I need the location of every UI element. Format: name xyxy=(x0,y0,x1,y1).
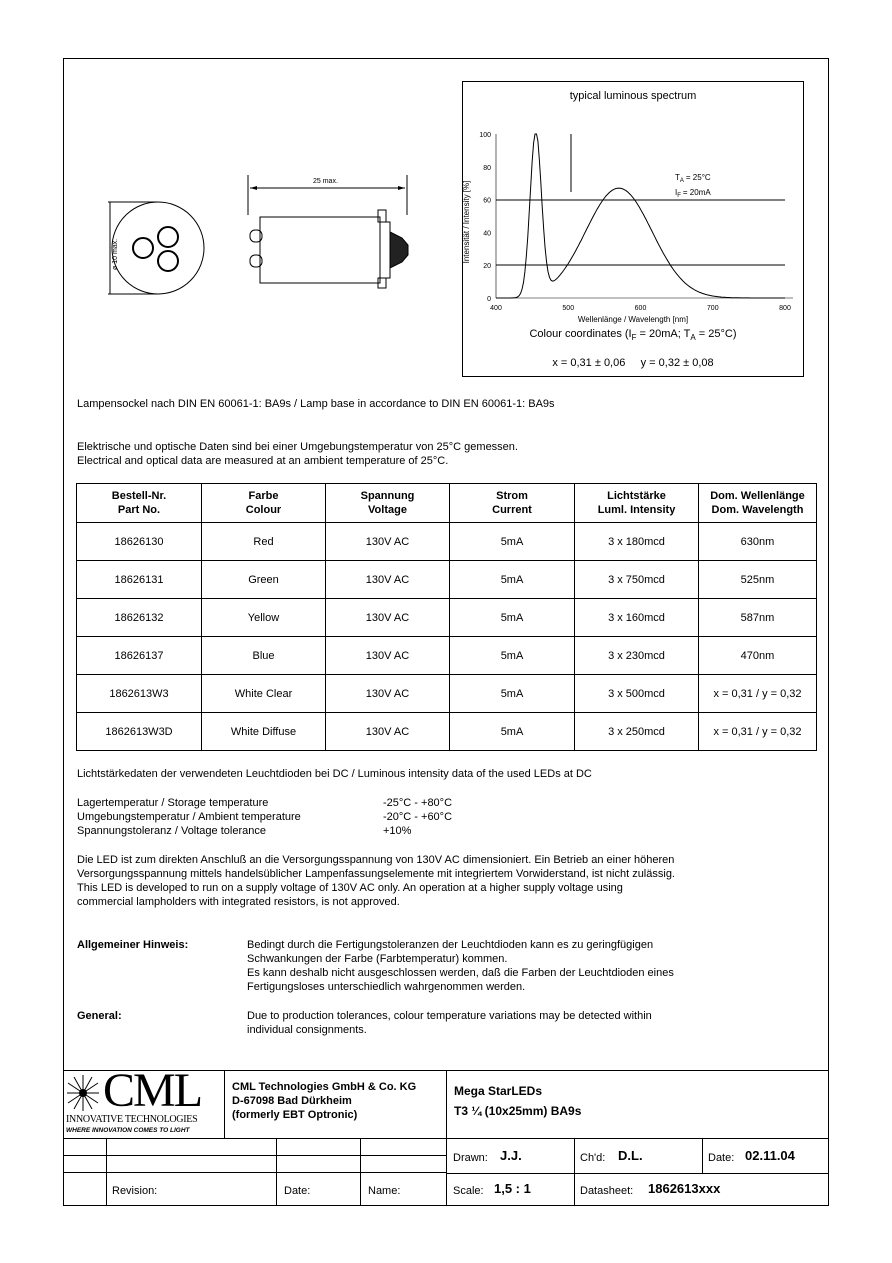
ambient-note-en: Electrical and optical data are measured at an ambient temperature of 25°C. xyxy=(77,455,449,467)
scale-value: 1,5 : 1 xyxy=(494,1181,531,1196)
cell: Yellow xyxy=(202,599,326,637)
x-tick-label: 400 xyxy=(490,305,502,312)
checked-label: Ch'd: xyxy=(580,1152,606,1164)
cell: x = 0,31 / y = 0,32 xyxy=(699,713,817,751)
cell: 130V AC xyxy=(326,675,450,713)
cell: White Diffuse xyxy=(202,713,326,751)
cell: Blue xyxy=(202,637,326,675)
table-row xyxy=(77,561,817,599)
cell: 5mA xyxy=(450,713,575,751)
spec-value: +10% xyxy=(383,825,412,837)
datasheet-label: Datasheet: xyxy=(580,1185,634,1197)
general-de-line: Schwankungen der Farbe (Farbtemperatur) kommen. xyxy=(247,953,508,965)
logo-text: CML xyxy=(103,1064,202,1117)
cell: 3 x 180mcd xyxy=(575,523,699,561)
general-de-label: Allgemeiner Hinweis: xyxy=(77,939,189,951)
company-line: (formerly EBT Optronic) xyxy=(232,1109,358,1121)
cell: 130V AC xyxy=(326,523,450,561)
cell: 5mA xyxy=(450,523,575,561)
cell: 130V AC xyxy=(326,637,450,675)
date-label: Date: xyxy=(708,1152,735,1164)
colour-coordinates-values: x = 0,31 ± 0,06 y = 0,32 ± 0,08 xyxy=(552,357,714,369)
cell: 130V AC xyxy=(326,599,450,637)
drawn-value: J.J. xyxy=(500,1148,522,1163)
cell: 630nm xyxy=(699,523,817,561)
led-2 xyxy=(158,227,178,247)
rev-date-label: Date: xyxy=(284,1185,311,1197)
product-table xyxy=(76,483,817,751)
cell: 130V AC xyxy=(326,713,450,751)
header-wavelength: Dom. Wellenlänge Dom. Wavelength xyxy=(699,484,817,523)
product-line: T3 ¼ (10x25mm) BA9s xyxy=(454,1104,582,1118)
y-tick-label: 40 xyxy=(483,230,491,238)
company-line: CML Technologies GmbH & Co. KG xyxy=(232,1081,417,1093)
spec-label: Umgebungstemperatur / Ambient temperature xyxy=(77,811,301,823)
cell: 470nm xyxy=(699,637,817,675)
spec-label: Spannungstoleranz / Voltage tolerance xyxy=(77,825,266,837)
spectrum-panel xyxy=(462,81,804,377)
checked-value: D.L. xyxy=(618,1148,643,1163)
cell: 5mA xyxy=(450,561,575,599)
table-row xyxy=(77,637,817,675)
cell: 5mA xyxy=(450,599,575,637)
cell: 5mA xyxy=(450,637,575,675)
if-annotation: $I_F = 20mA$ xyxy=(675,188,711,199)
cell: x = 0,31 / y = 0,32 xyxy=(699,675,817,713)
intensity-note: Lichtstärkedaten der verwendeten Leuchtdioden bei DC / Luminous intensity data of the used LEDs at DC xyxy=(77,768,592,780)
header-intensity: Lichtstärke Luml. Intensity xyxy=(575,484,699,523)
cell: 3 x 250mcd xyxy=(575,713,699,751)
logo-tagline: WHERE INNOVATION COMES TO LIGHT xyxy=(66,1127,190,1134)
x-tick-label: 500 xyxy=(562,305,575,312)
header-current: Strom Current xyxy=(450,484,575,523)
company-line: D-67098 Bad Dürkheim xyxy=(232,1095,352,1107)
lamp-base-note: Lampensockel nach DIN EN 60061-1: BA9s / Lamp base in accordance to DIN EN 60061-1: BA9s xyxy=(77,398,555,410)
general-de-line: Bedingt durch die Fertigungstoleranzen der Leuchtdioden kann es zu geringfügigen xyxy=(247,939,654,951)
header-voltage: Spannung Voltage xyxy=(326,484,450,523)
header-colour: Farbe Colour xyxy=(202,484,326,523)
product-line: Mega StarLEDs xyxy=(454,1084,543,1098)
y-tick-label: 0 xyxy=(487,296,491,303)
revision-label: Revision: xyxy=(112,1185,158,1197)
cell: 18626137 xyxy=(77,637,202,675)
header-part-no: Bestell-Nr. Part No. xyxy=(77,484,202,523)
table-row xyxy=(77,713,817,751)
general-de-line: Fertigungsloses unterschiedlich wahrgenommen werden. xyxy=(247,981,526,993)
supply-line: This LED is developed to run on a supply voltage of 130V AC only. An operation at a higher supply voltage using xyxy=(77,882,623,894)
cell: 130V AC xyxy=(326,561,450,599)
cell: 5mA xyxy=(450,675,575,713)
cell: Green xyxy=(202,561,326,599)
general-en-label: General: xyxy=(77,1010,122,1022)
cell: 3 x 500mcd xyxy=(575,675,699,713)
cell: 18626131 xyxy=(77,561,202,599)
cell: Red xyxy=(202,523,326,561)
table-header-row xyxy=(77,484,817,523)
date-value: 02.11.04 xyxy=(745,1148,795,1163)
y-tick-label: 80 xyxy=(483,164,491,172)
diameter-label: ø 10 max. xyxy=(112,238,119,270)
cell: 1862613W3D xyxy=(77,713,202,751)
lamp-drawing xyxy=(100,170,430,300)
spec-label: Lagertemperatur / Storage temperature xyxy=(77,797,269,809)
supply-line: Versorgungsspannung mittels handelsüblicher Lampenfassungselemente mit integriertem Vorwiderstand, ist nicht zulässig. xyxy=(77,868,675,880)
ambient-note-de: Elektrische und optische Daten sind bei einer Umgebungstemperatur von 25°C gemessen. xyxy=(77,441,518,453)
supply-line: Die LED ist zum direkten Anschluß an die Versorgungsspannung von 130V AC dimensioniert. Ein Betrieb an einer höheren xyxy=(77,854,675,866)
supply-line: commercial lampholders with integrated resistors, is not approved. xyxy=(77,896,400,908)
lamp-front-outline xyxy=(112,202,204,294)
spec-value: -20°C - +60°C xyxy=(383,811,453,823)
cell: White Clear xyxy=(202,675,326,713)
cell: 3 x 230mcd xyxy=(575,637,699,675)
ta-annotation: $T_A = 25^\circ C$ xyxy=(675,173,711,184)
led-3 xyxy=(158,251,178,271)
colour-coordinates-title: Colour coordinates ($I_F = 20mA$; $T_A = 25^\circ C$) xyxy=(529,328,737,343)
drawn-label: Drawn: xyxy=(453,1152,488,1164)
x-tick-label: 700 xyxy=(706,305,719,312)
cell: 18626130 xyxy=(77,523,202,561)
spectrum-title: typical luminous spectrum xyxy=(569,90,697,102)
x-tick-label: 800 xyxy=(779,305,791,312)
table-row xyxy=(77,523,817,561)
spec-value: -25°C - +80°C xyxy=(383,797,453,809)
spectrum-curve xyxy=(496,134,785,298)
general-en-line: individual consignments. xyxy=(247,1024,367,1036)
y-tick-label: 60 xyxy=(483,197,491,205)
cell: 1862613W3 xyxy=(77,675,202,713)
logo-sunburst-icon xyxy=(66,1074,100,1112)
general-de-line: Es kann deshalb nicht ausgeschlossen werden, daß die Farben der Leuchtdioden eines xyxy=(247,967,674,979)
x-axis-label: Wellenlänge / Wavelength [nm] xyxy=(577,315,689,324)
general-en-line: Due to production tolerances, colour temperature variations may be detected within xyxy=(247,1010,652,1022)
cell: 587nm xyxy=(699,599,817,637)
table-row xyxy=(77,599,817,637)
cell: 18626132 xyxy=(77,599,202,637)
y-tick-label: 100 xyxy=(479,132,491,139)
cell: 3 x 750mcd xyxy=(575,561,699,599)
datasheet-value: 1862613xxx xyxy=(648,1181,721,1196)
cell: 3 x 160mcd xyxy=(575,599,699,637)
led-1 xyxy=(133,238,153,258)
scale-label: Scale: xyxy=(453,1185,484,1197)
cell: 525nm xyxy=(699,561,817,599)
logo-sub: INNOVATIVE TECHNOLOGIES xyxy=(66,1114,198,1125)
x-tick-label: 600 xyxy=(634,305,647,312)
length-label: 25 max. xyxy=(313,178,338,185)
name-label: Name: xyxy=(368,1185,401,1197)
table-row xyxy=(77,675,817,713)
y-axis-label: Intensität / Intensity [%] xyxy=(462,180,471,264)
y-tick-label: 20 xyxy=(483,263,491,271)
